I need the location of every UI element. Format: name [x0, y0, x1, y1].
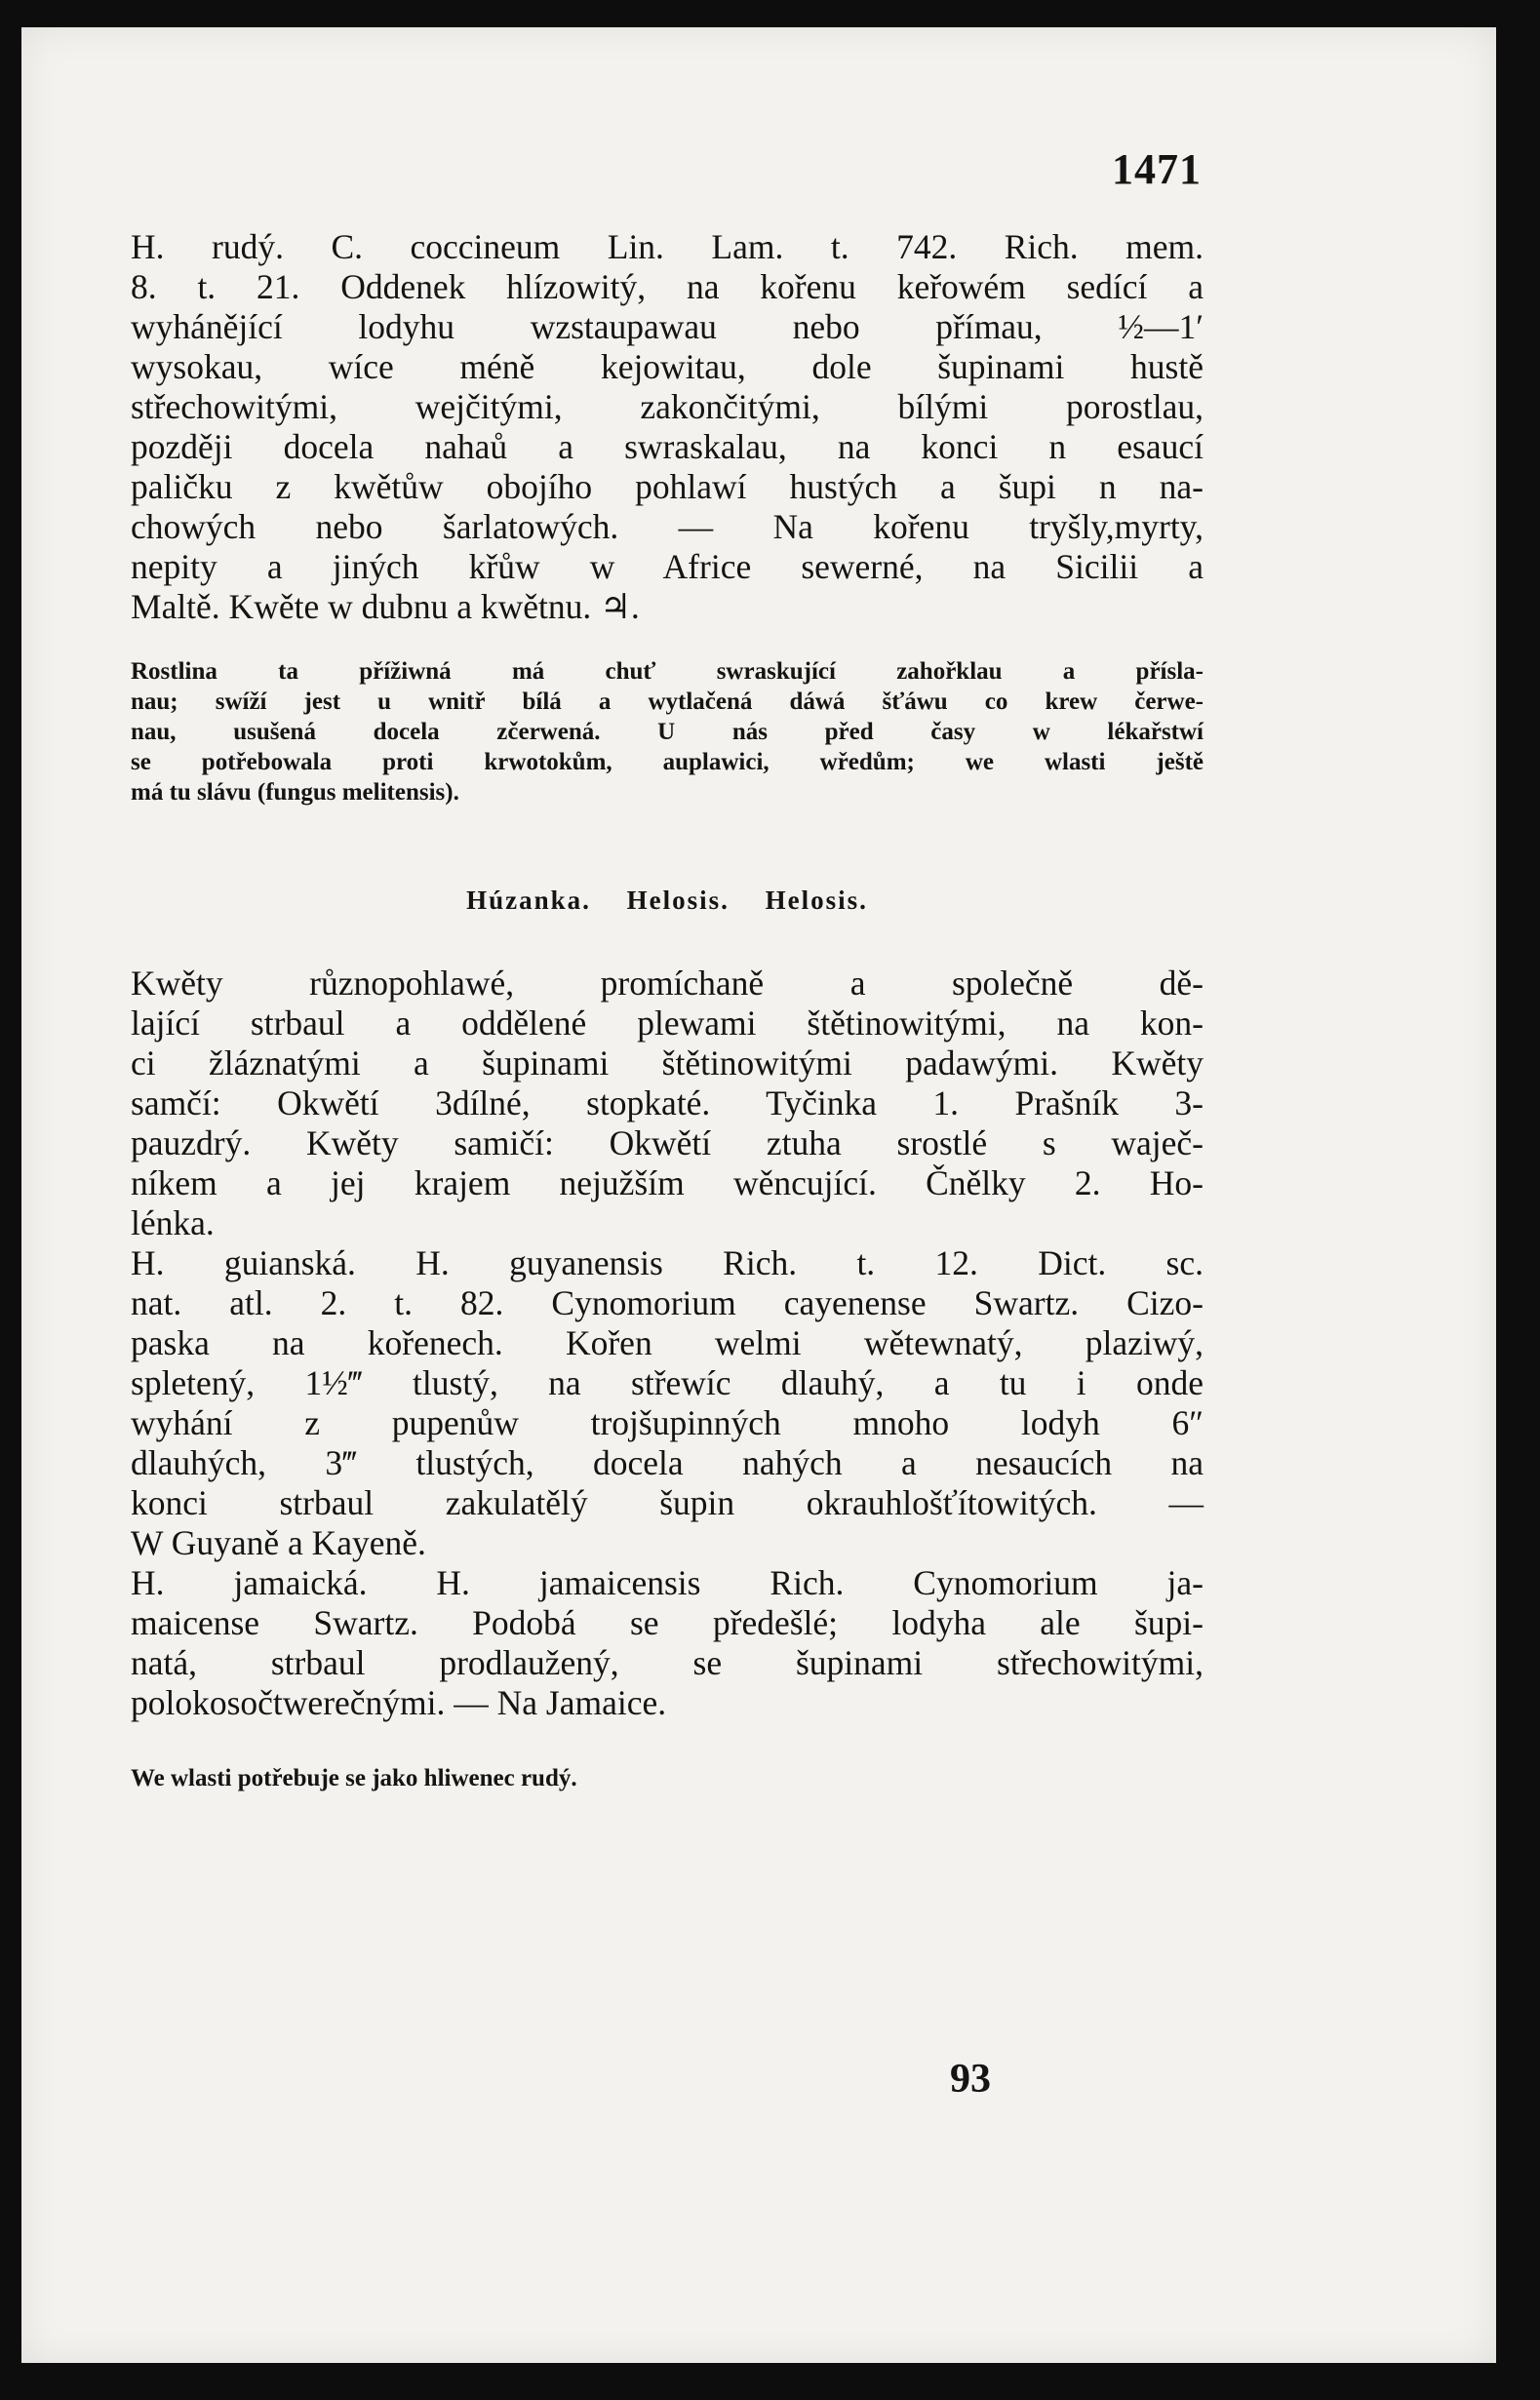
text-line: níkem a jej krajem nejužším wěncující. Čnělky 2. Ho-	[131, 1163, 1204, 1202]
text-line: paličku z kwětůw obojího pohlawí hustých a šupi n na-	[131, 467, 1204, 506]
text-line: maicense Swartz. Podobá se předešlé; lodyha ale šupi-	[131, 1603, 1204, 1642]
genus-heading	[131, 885, 1204, 916]
text-line: W Guyaně a Kayeně.	[131, 1523, 426, 1562]
text-line: nepity a jiných křůw w Africe sewerné, na Sicilii a	[131, 547, 1204, 586]
text-line: wysokau, wíce méně kejowitau, dole šupinami hustě	[131, 347, 1204, 386]
text-line: ci žláznatými a šupinami štětinowitými padawými. Kwěty	[131, 1043, 1204, 1082]
genus-name-czech: Húzanka.	[466, 885, 591, 915]
text-line: konci strbaul zakulatělý šupin okrauhlošťítowitých. —	[131, 1483, 1204, 1522]
text-line: wyhání z pupenůw trojšupinných mnoho lodyh 6″	[131, 1403, 1204, 1442]
signature-mark: 93	[950, 2057, 991, 2102]
species-description-coccineum	[131, 227, 1204, 627]
note-line: Rostlina ta přížiwná má chuť swraskující zahořklau a přísla-	[131, 658, 1204, 685]
genus-description	[131, 964, 1204, 1723]
text-line: spletený, 1½‴ tlustý, na střewíc dlauhý, a tu i onde	[131, 1363, 1204, 1402]
text-line: dlauhých, 3‴ tlustých, docela nahých a nesaucích na	[131, 1443, 1204, 1482]
note-line: We wlasti potřebuje se jako hliwenec rudý.	[131, 1765, 577, 1791]
text-line: polokosočtwerečnými. — Na Jamaice.	[131, 1683, 667, 1722]
text-line: později docela nahaů a swraskalau, na konci n esaucí	[131, 427, 1204, 466]
text-line: H. rudý. C. coccineum Lin. Lam. t. 742. Rich. mem.	[131, 227, 1204, 266]
text-line: Maltě. Kwěte w dubnu a kwětnu. ♃.	[131, 587, 640, 626]
book-page	[21, 27, 1496, 2363]
page-number: 1471	[1112, 145, 1202, 193]
genus-name-latin: Helosis.	[626, 885, 730, 915]
text-line: 8. t. 21. Oddenek hlízowitý, na kořenu keřowém sedící a	[131, 267, 1204, 306]
text-line: natá, strbaul prodlaužený, se šupinami střechowitými,	[131, 1643, 1204, 1682]
text-line: paska na kořenech. Kořen welmi wětewnatý, plaziwý,	[131, 1323, 1204, 1362]
usage-note-jamaica	[131, 1763, 1204, 1793]
text-line: chowých nebo šarlatowých. — Na kořenu tryšly,myrty,	[131, 507, 1204, 546]
text-line: Kwěty různopohlawé, promíchaně a společně dě-	[131, 964, 1204, 1003]
genus-name-latin-2: Helosis.	[765, 885, 868, 915]
text-line: H. jamaická. H. jamaicensis Rich. Cynomorium ja-	[131, 1563, 1204, 1602]
usage-note-coccineum	[131, 656, 1204, 807]
text-line: střechowitými, wejčitými, zakončitými, bílými porostlau,	[131, 387, 1204, 426]
note-line: nau; swíží jest u wnitř bílá a wytlačená dáwá šťáwu co krew čerwe-	[131, 689, 1204, 715]
text-line: wyhánějící lodyhu wzstaupawau nebo přímau, ½—1′	[131, 307, 1204, 346]
text-line: H. guianská. H. guyanensis Rich. t. 12. Dict. sc.	[131, 1243, 1204, 1282]
text-line: lénka.	[131, 1203, 215, 1242]
text-line: samčí: Okwětí 3dílné, stopkaté. Tyčinka 1. Prašník 3-	[131, 1083, 1204, 1122]
note-line: nau, usušená docela zčerwená. U nás před časy w lékařstwí	[131, 719, 1204, 745]
note-line: má tu slávu (fungus melitensis).	[131, 779, 459, 806]
text-line: lající strbaul a oddělené plewami štětinowitými, na kon-	[131, 1003, 1204, 1043]
note-line: se potřebowala proti krwotokům, auplawici, wředům; we wlasti ještě	[131, 749, 1204, 775]
text-line: nat. atl. 2. t. 82. Cynomorium cayenense Swartz. Cizo-	[131, 1283, 1204, 1322]
text-line: pauzdrý. Kwěty samičí: Okwětí ztuha srostlé s waječ-	[131, 1123, 1204, 1162]
